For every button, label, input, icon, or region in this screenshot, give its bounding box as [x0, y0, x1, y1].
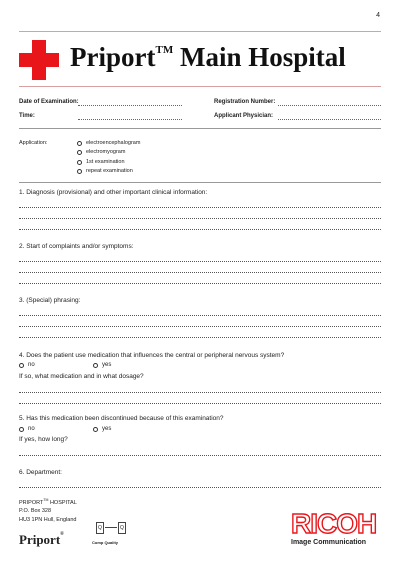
date-field[interactable] [78, 105, 182, 106]
checkbox-icon[interactable] [19, 427, 24, 432]
checkbox-icon[interactable] [77, 169, 82, 174]
checkbox-icon[interactable] [93, 427, 98, 432]
checkbox-icon[interactable] [77, 150, 82, 155]
answer-line[interactable] [19, 207, 381, 208]
application-options [77, 139, 140, 176]
quality-mark-icon: Q Q Comp Quality [92, 518, 132, 552]
answer-line[interactable] [19, 326, 381, 327]
header-top-rule [19, 31, 381, 32]
answer-line[interactable] [19, 337, 381, 338]
time-label: Time: [19, 113, 35, 119]
checkbox-icon[interactable] [77, 141, 82, 146]
question-5: 5. Has this medication been discontinued because of this examination? [19, 415, 224, 422]
physician-field[interactable] [278, 119, 381, 120]
q4-yes-option[interactable]: yes [93, 362, 111, 368]
answer-line[interactable] [19, 283, 381, 284]
checkbox-icon[interactable] [93, 363, 98, 368]
answer-line[interactable] [19, 218, 381, 219]
answer-line[interactable] [19, 315, 381, 316]
application-option[interactable]: electromyogram [77, 148, 140, 157]
question-1: 1. Diagnosis (provisional) and other important clinical information: [19, 189, 208, 196]
ricoh-tagline: Image Communication [291, 539, 367, 546]
divider [19, 182, 381, 183]
checkbox-icon[interactable] [77, 160, 82, 165]
application-option[interactable]: electroencephalogram [77, 139, 140, 148]
question-5-followup: If yes, how long? [19, 436, 68, 443]
answer-line[interactable] [19, 392, 381, 393]
date-label: Date of Examination: [19, 99, 79, 105]
answer-line[interactable] [19, 487, 381, 488]
q4-no-option[interactable]: no [19, 362, 35, 368]
q5-yes-option[interactable]: yes [93, 426, 111, 432]
answer-line[interactable] [19, 261, 381, 262]
page-title: Priport™ Main Hospital [70, 42, 346, 72]
answer-line[interactable] [19, 272, 381, 273]
registration-label: Registration Number: [214, 99, 276, 105]
registration-field[interactable] [278, 105, 381, 106]
question-4-followup: If so, what medication and in what dosage? [19, 373, 144, 380]
application-option[interactable]: repeat examination [77, 167, 140, 176]
arrow-icon [105, 527, 117, 528]
answer-line[interactable] [19, 455, 381, 456]
priport-logo: Priport® [19, 532, 64, 547]
hospital-address: PRIPORT™ HOSPITAL P.O. Box 328 HU3 1PN Hull, England [19, 498, 77, 523]
red-cross-logo-icon [19, 40, 59, 80]
time-field[interactable] [78, 119, 182, 120]
question-4: 4. Does the patient use medication that influences the central or peripheral nervous system? [19, 352, 285, 359]
answer-line[interactable] [19, 229, 381, 230]
page-number: 4 [376, 12, 380, 19]
question-3: 3. (Special) phrasing: [19, 297, 81, 304]
question-2: 2. Start of complaints and/or symptoms: [19, 243, 134, 250]
q5-no-option[interactable]: no [19, 426, 35, 432]
application-label: Application: [19, 140, 48, 146]
ricoh-logo: RICOH [291, 508, 377, 539]
physician-label: Applicant Physician: [214, 113, 274, 119]
header-bottom-rule [19, 86, 381, 87]
answer-line[interactable] [19, 403, 381, 404]
application-option[interactable]: 1st examination [77, 158, 140, 167]
divider [19, 128, 381, 129]
checkbox-icon[interactable] [19, 363, 24, 368]
question-6: 6. Department: [19, 469, 62, 476]
